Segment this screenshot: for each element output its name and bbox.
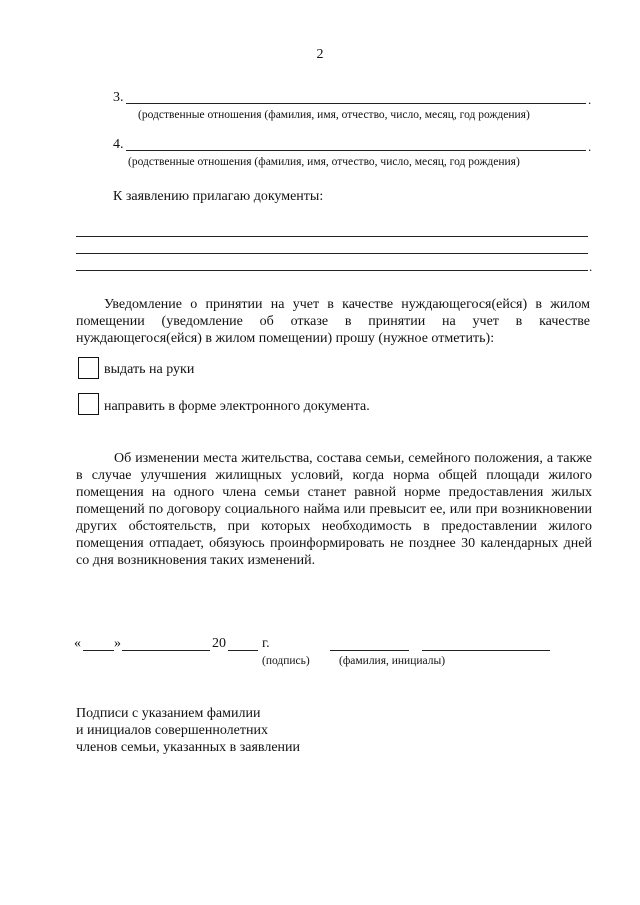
name-initials-caption: (фамилия, инициалы) <box>339 655 446 667</box>
option-label-electronic: направить в форме электронного документа. <box>104 399 370 414</box>
family-signatures-line: и инициалов совершеннолетних <box>76 723 268 738</box>
document-input-line[interactable] <box>76 270 588 271</box>
notification-text: Уведомление о принятии на учет в качестве нуждающегося(ейся) в жилом помещении (уведомление об отказе в принятии на учет в качестве нуждающегося(ейся) в жилом помещении) прошу (нужное отметить): <box>76 297 590 346</box>
option-label-hand-delivery: выдать на руки <box>104 362 195 377</box>
date-year-prefix: 20 <box>212 636 226 651</box>
family-signatures-block <box>76 705 300 756</box>
date-year-line[interactable] <box>228 650 258 651</box>
family-signatures-line: членов семьи, указанных в заявлении <box>76 740 301 755</box>
relative-number: 4. <box>113 137 124 152</box>
relative-number: 3. <box>113 90 124 105</box>
option-checkbox-electronic[interactable] <box>78 393 99 415</box>
relative-caption: (родственные отношения (фамилия, имя, отчество, число, месяц, год рождения) <box>128 156 520 168</box>
name-initials-line[interactable] <box>422 650 550 651</box>
page-number: 2 <box>316 47 324 62</box>
documents-trailing-dot: . <box>589 259 593 274</box>
relative-input-line[interactable] <box>126 103 586 104</box>
signature-line[interactable] <box>330 650 409 651</box>
relative-input-line[interactable] <box>126 150 586 151</box>
signature-caption: (подпись) <box>262 655 310 667</box>
document-input-line[interactable] <box>76 253 588 254</box>
date-day-line[interactable] <box>83 650 114 651</box>
date-month-line[interactable] <box>122 650 210 651</box>
family-signatures-line: Подписи с указанием фамилии <box>76 706 261 721</box>
obligation-text: Об изменении места жительства, состава семьи, семейного положения, а также в случае улучшения жилищных условий, когда норма общей площади жилого помещения на одного члена семьи станет равной норме предоставления жилых помещений по договору социального найма или превысит ее, или при возникновении других обстоятельств, при которых необходимость в предоставлении жилого помещения отпадает, обязуюсь проинформировать не позднее 30 календарных дней со дня возникновения таких изменений. <box>76 451 592 568</box>
document-input-line[interactable] <box>76 236 588 237</box>
relative-trailing-dot: . <box>588 139 592 154</box>
relative-caption: (родственные отношения (фамилия, имя, отчество, число, месяц, год рождения) <box>138 109 530 121</box>
option-checkbox-hand-delivery[interactable] <box>78 357 99 379</box>
date-open-quote: « <box>74 636 81 651</box>
attached-documents-heading: К заявлению прилагаю документы: <box>113 189 324 204</box>
obligation-paragraph <box>76 450 592 569</box>
date-year-suffix: г. <box>262 636 270 651</box>
notification-paragraph <box>76 296 590 347</box>
date-close-quote: » <box>114 636 121 651</box>
relative-trailing-dot: . <box>588 92 592 107</box>
